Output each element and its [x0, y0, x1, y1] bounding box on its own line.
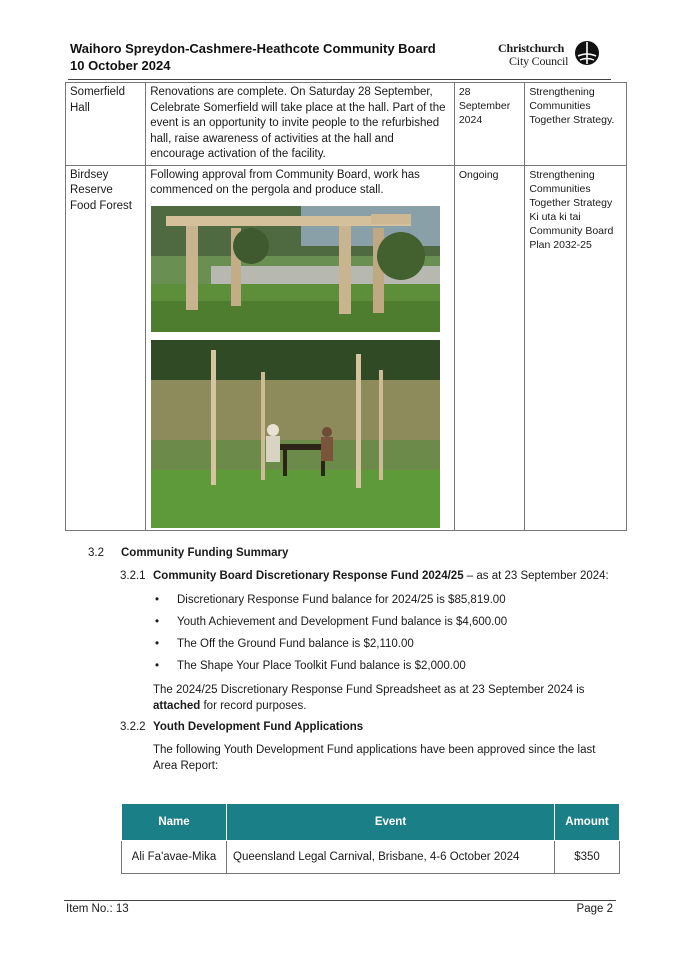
- header-rule: [68, 79, 611, 80]
- section-title: Community Funding Summary: [121, 547, 289, 559]
- project-description-cell: [146, 165, 455, 530]
- list-item: • The Shape Your Place Toolkit Fund balance is $2,000.00: [155, 659, 507, 681]
- projects-table: [65, 82, 627, 531]
- project-timeline: 28 September 2024: [454, 83, 525, 166]
- list-item: • Discretionary Response Fund balance for 2024/25 is $85,819.00: [155, 593, 507, 615]
- food-forest-photo: [151, 340, 440, 528]
- column-header-name: Name: [122, 804, 227, 841]
- column-header-amount: Amount: [555, 804, 620, 841]
- page-number: Page 2: [576, 903, 613, 915]
- note-text: The 2024/25 Discretionary Response Fund Spreadsheet as at 23 September 2024 is: [153, 684, 585, 696]
- applicant-name: Ali Fa'avae-Mika: [122, 841, 227, 874]
- column-header-event: Event: [227, 804, 555, 841]
- table-header-row: [122, 804, 620, 841]
- youth-fund-table: [121, 803, 620, 874]
- youth-fund-intro: The following Youth Development Fund applications have been approved since the last Area Report:: [153, 744, 596, 772]
- spreadsheet-note: [153, 683, 613, 714]
- table-row: [122, 841, 620, 874]
- project-strategy: Strengthening Communities Together Strategy Ki uta ki tai Community Board Plan 2032-25: [525, 165, 627, 530]
- grant-amount: $350: [555, 841, 620, 874]
- project-strategy: Strengthening Communities Together Strategy.: [525, 83, 627, 166]
- item-number: Item No.: 13: [66, 903, 129, 915]
- event-description: Queensland Legal Carnival, Brisbane, 4-6 October 2024: [227, 841, 555, 874]
- section-title: Community Board Discretionary Response Fund 2024/25: [153, 570, 464, 582]
- logo-line1: Christchurch: [498, 41, 565, 55]
- page-header: [70, 40, 600, 80]
- section-3-2-2-heading: [120, 721, 363, 733]
- pergola-photo: [151, 206, 440, 332]
- project-name: Birdsey Reserve Food Forest: [66, 165, 146, 530]
- board-title: Waihoro Spreydon-Cashmere-Heathcote Community Board: [70, 41, 436, 56]
- project-description: Following approval from Community Board, work has commenced on the pergola and produce stall.: [150, 168, 420, 196]
- section-number: 3.2.2: [120, 721, 146, 733]
- list-item: • The Off the Ground Fund balance is $2,110.00: [155, 637, 507, 659]
- table-row: [66, 83, 627, 166]
- table-row: [66, 165, 627, 530]
- cathedral-logo-icon: [574, 40, 600, 66]
- section-title: Youth Development Fund Applications: [153, 721, 364, 733]
- project-timeline: Ongoing: [454, 165, 525, 530]
- list-item: • Youth Achievement and Development Fund balance is $4,600.00: [155, 615, 507, 637]
- meeting-date: 10 October 2024: [70, 58, 171, 73]
- fund-balance-list: [155, 593, 507, 681]
- council-logo: [498, 40, 600, 70]
- project-description: Renovations are complete. On Saturday 28 September, Celebrate Somerfield will take place at the hall. Part of the event is an opportunity to invite people to the refurbished hall, raise awareness of activities at the hall and encourage activation of the facility.: [146, 83, 455, 166]
- logo-line2: City Council: [509, 54, 569, 68]
- project-name: Somerfield Hall: [66, 83, 146, 166]
- section-3-2-1-heading: [120, 570, 620, 582]
- section-number: 3.2.1: [120, 570, 146, 582]
- section-3-2-heading: [88, 547, 288, 559]
- section-number: 3.2: [88, 547, 104, 559]
- note-bold: attached: [153, 699, 201, 712]
- section-suffix: – as at 23 September 2024:: [463, 570, 609, 582]
- note-text-end: for record purposes.: [200, 699, 307, 712]
- footer-rule: [64, 900, 616, 901]
